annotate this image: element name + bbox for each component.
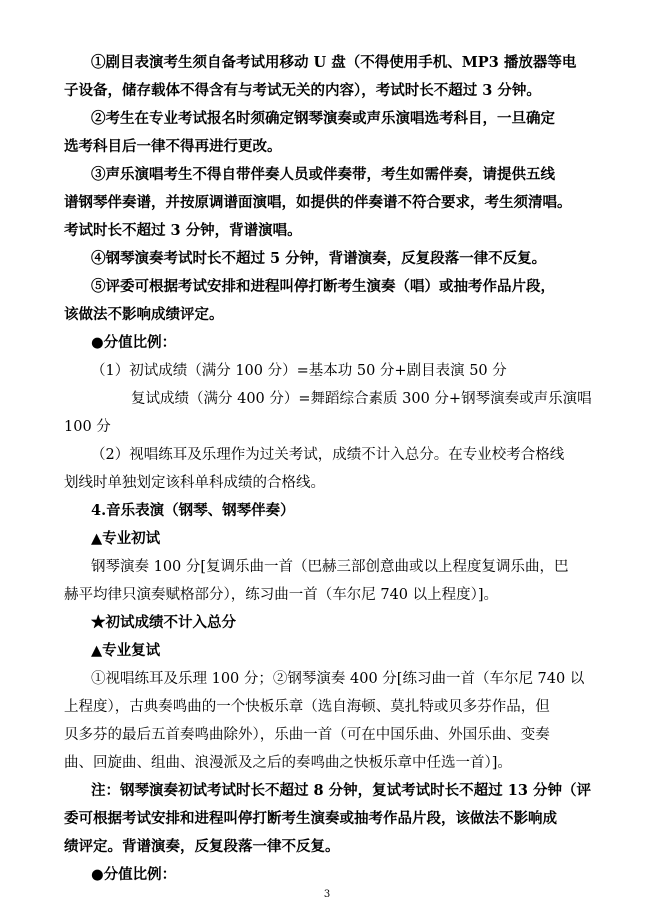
text-line: 该做法不影响成绩评定。 xyxy=(64,306,224,323)
text-line: ①剧目表演考生须自备考试用移动 U 盘（不得使用手机、MP3 播放器等电 xyxy=(91,54,577,71)
text-line: 谱钢琴伴奏谱，并按原调谱面演唱，如提供的伴奏谱不符合要求，考生须清唱。 xyxy=(64,194,572,211)
text-line: 钢琴演奏 100 分[复调乐曲一首（巴赫三部创意曲或以上程度复调乐曲，巴 xyxy=(91,559,569,575)
note-line: ★初试成绩不计入总分 xyxy=(91,614,236,631)
text-line: ④钢琴演奏考试时长不超过 5 分钟，背谱演奏，反复段落一律不反复。 xyxy=(91,250,547,267)
text-line: 委可根据考试安排和进程叫停打断考生演奏或抽考作品片段，该做法不影响成 xyxy=(64,810,557,827)
page-number: 3 xyxy=(323,889,331,900)
text-line: 赫平均律只演奏赋格部分），练习曲一首（车尔尼 740 以上程度）]。 xyxy=(64,587,499,603)
text-line: ②考生在专业考试报名时须确定钢琴演奏或声乐演唱选考科目，一旦确定 xyxy=(91,110,555,127)
text-line: 贝多芬的最后五首奏鸣曲除外），乐曲一首（可在中国乐曲、外国乐曲、变奏 xyxy=(64,727,550,743)
text-line: 注：钢琴演奏初试考试时长不超过 8 分钟，复试考试时长不超过 13 分钟（评 xyxy=(91,782,591,799)
subsection-heading: ▲专业复试 xyxy=(91,642,161,659)
text-line: 选考科目后一律不得再进行更改。 xyxy=(64,138,282,155)
text-line: 曲、回旋曲、组曲、浪漫派及之后的奏鸣曲之快板乐章中任选一首）]。 xyxy=(64,755,512,771)
subsection-heading: ▲专业初试 xyxy=(91,530,161,547)
text-line: 考试时长不超过 3 分钟，背谱演唱。 xyxy=(64,222,302,239)
text-line: 划线时单独划定该科单科成绩的合格线。 xyxy=(64,475,325,491)
text-line: ③声乐演唱考生不得自带伴奏人员或伴奏带，考生如需伴奏，请提供五线 xyxy=(91,166,555,183)
text-line: ⑤评委可根据考试安排和进程叫停打断考生演奏（唱）或抽考作品片段， xyxy=(91,278,555,295)
text-line: 复试成绩（满分 400 分）=舞蹈综合素质 300 分+钢琴演奏或声乐演唱 xyxy=(131,391,592,407)
section-heading: ●分值比例： xyxy=(91,866,177,883)
text-line: ①视唱练耳及乐理 100 分；②钢琴演奏 400 分[练习曲一首（车尔尼 740 以 xyxy=(91,671,585,687)
text-line: （2）视唱练耳及乐理作为过关考试，成绩不计入总分。在专业校考合格线 xyxy=(91,447,565,463)
text-line: （1）初试成绩（满分 100 分）=基本功 50 分+剧目表演 50 分 xyxy=(91,363,507,379)
text-line: 上程度），古典奏鸣曲的一个快板乐章（选自海顿、莫扎特或贝多芬作品，但 xyxy=(64,699,550,715)
text-line: 100 分 xyxy=(64,419,111,435)
section-heading: ●分值比例： xyxy=(91,334,177,351)
section-heading: 4.音乐表演（钢琴、钢琴伴奏） xyxy=(91,502,295,519)
text-line: 绩评定。背谱演奏，反复段落一律不反复。 xyxy=(64,838,340,855)
text-line: 子设备，储存载体不得含有与考试无关的内容），考试时长不超过 3 分钟。 xyxy=(64,82,541,99)
